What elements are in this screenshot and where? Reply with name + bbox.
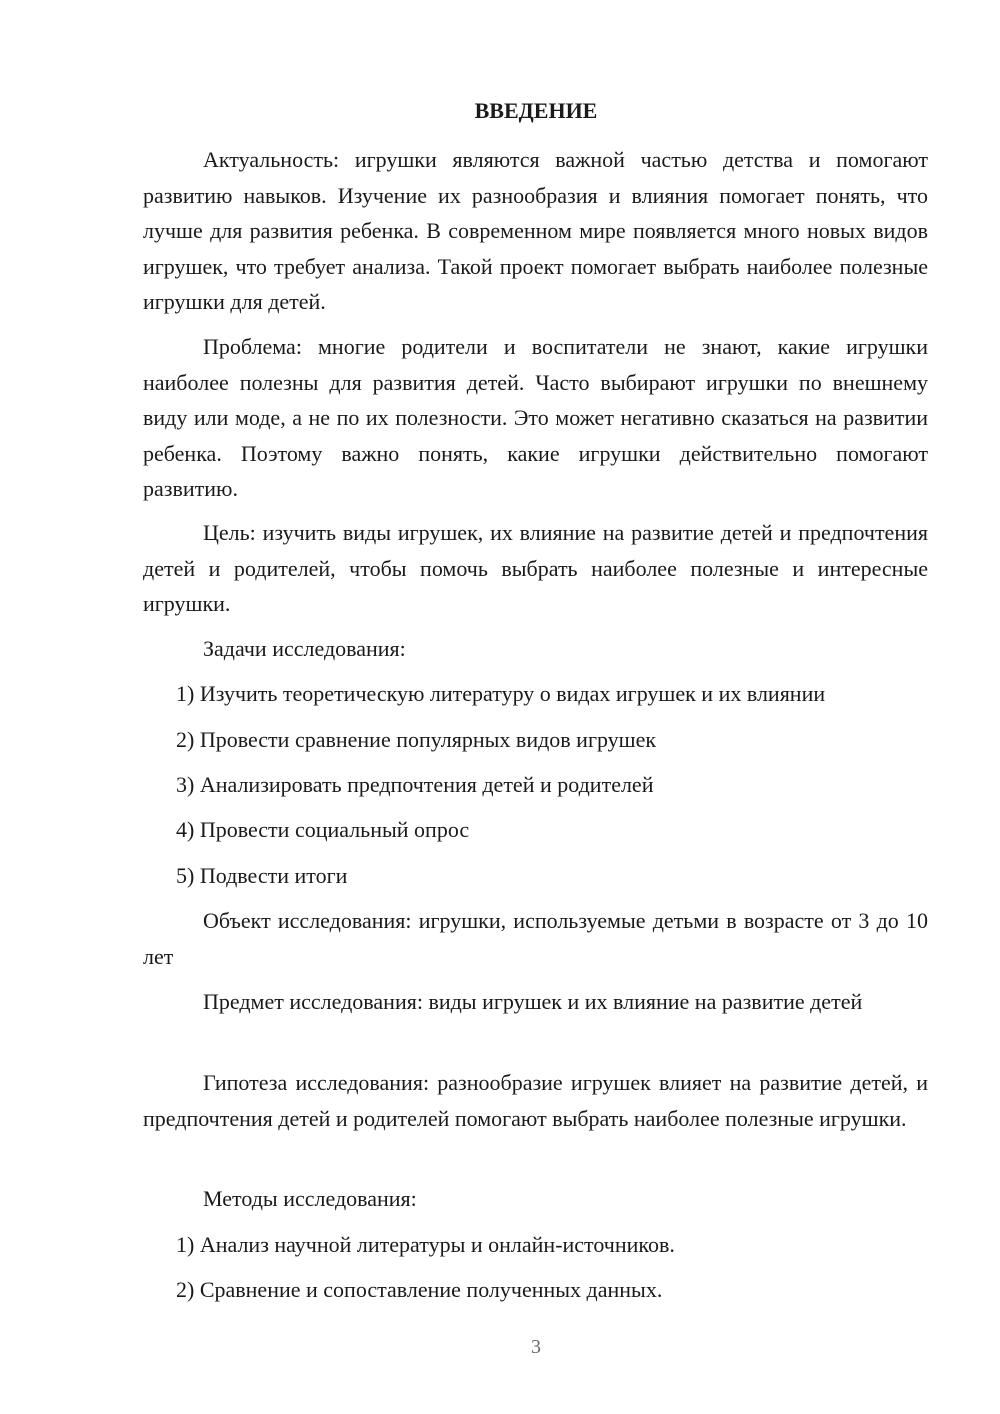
task-item: 4) Провести социальный опрос [176,817,470,842]
object-paragraph: Объект исследования: игрушки, используемые детьми в возрасте от 3 до 10 лет [143,908,928,969]
method-item: 2) Сравнение и сопоставление полученных данных. [176,1277,663,1302]
page-number: 3 [531,1336,541,1358]
task-item: 5) Подвести итоги [176,863,348,888]
task-item: 1) Изучить теоретическую литературу о видах игрушек и их влиянии [176,681,826,706]
tasks-title: Задачи исследования: [203,636,406,661]
problem-paragraph: Проблема: многие родители и воспитатели не знают, какие игрушки наиболее полезны для развития детей. Часто выбирают игрушки по внешнему виду или моде, а не по их полезности. Это может негативно сказаться на развитии ребенка. Поэтому важно понять, какие игрушки действительно помогают развитию. [143,334,928,501]
task-item: 2) Провести сравнение популярных видов игрушек [176,727,657,752]
hypothesis-paragraph: Гипотеза исследования: разнообразие игрушек влияет на развитие детей, и предпочтения детей и родителей помогают выбрать наиболее полезные игрушки. [143,1070,928,1131]
page-title: ВВЕДЕНИЕ [474,98,598,123]
subject-paragraph: Предмет исследования: виды игрушек и их влияние на развитие детей [203,989,863,1014]
relevance-paragraph: Актуальность: игрушки являются важной частью детства и помогают развитию навыков. Изучение их разнообразия и влияния помогает понять, что лучше для развития ребенка. В современном мире появляется много новых видов игрушек, что требует анализа. Такой проект помогает выбрать наиболее полезные игрушки для детей. [143,147,928,314]
method-item: 1) Анализ научной литературы и онлайн-источников. [176,1232,675,1257]
goal-paragraph: Цель: изучить виды игрушек, их влияние на развитие детей и предпочтения детей и родителей, чтобы помочь выбрать наиболее полезные и интересные игрушки. [143,520,928,616]
task-item: 3) Анализировать предпочтения детей и родителей [176,772,654,797]
methods-title: Методы исследования: [203,1186,417,1211]
